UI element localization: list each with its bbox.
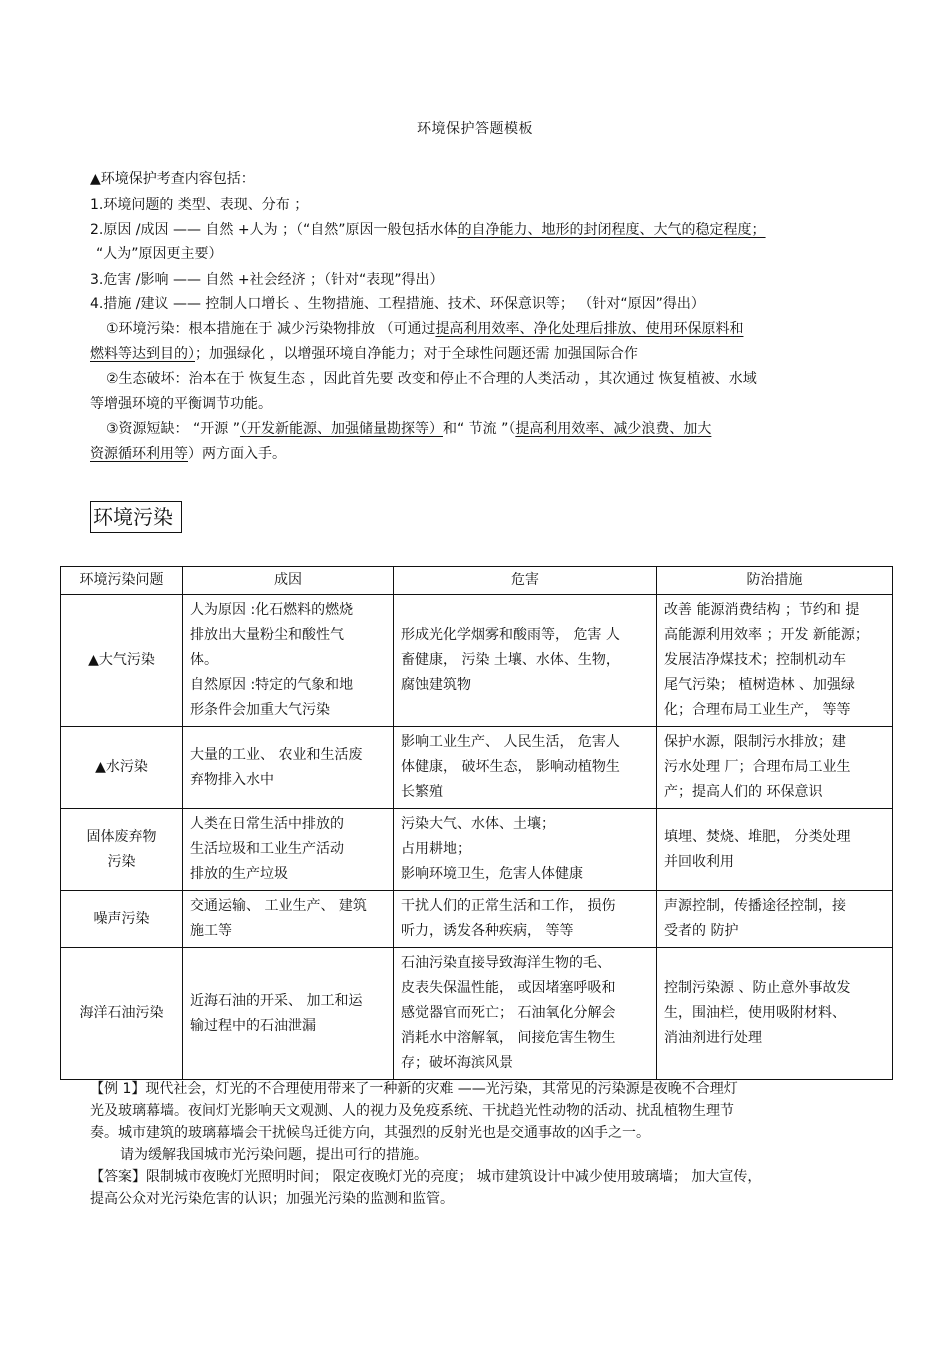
cell-line: 控制污染源 、防止意外事故发 — [664, 980, 851, 996]
row-harm — [394, 727, 657, 809]
cell-line: 污水处理 厂；合理布局工业生 — [664, 759, 851, 775]
cell-line: 尾气污染； 植树造林 、加强绿 — [664, 677, 855, 693]
row-cause — [183, 727, 394, 809]
cell-line: 影响环境卫生，危害人体健康 — [401, 866, 583, 882]
answer-line-1: 【答案】限制城市夜晚灯光照明时间； 限定夜晚灯光的亮度； 城市建筑设计中减少使用玻璃墙； 加大宣传， — [90, 1169, 762, 1185]
cell-line: 声源控制，传播途径控制，接 — [664, 898, 846, 914]
pollution-table — [60, 566, 893, 1080]
sub-item-1-cont-text: ；加强绿化 ，以增强环境自净能力；对于全球性问题还需 加强国际合作 — [195, 346, 638, 362]
sub-item-3-d: 提高利用效率、减少浪费、加大 — [515, 421, 712, 437]
sub-item-3-b: （开发新能源、加强储量勘探等） — [239, 421, 443, 437]
cell-line: 受者的 防护 — [664, 923, 739, 939]
intro-item-2-cont: “人为”原因更主要） — [96, 246, 223, 262]
row-measures — [657, 595, 893, 727]
header-issue: 环境污染问题 — [61, 567, 183, 595]
sub-item-3-a: ③资源短缺： “开源 ” — [106, 421, 240, 437]
cell-line: 体。 — [190, 652, 218, 668]
sub-item-3-c: 和“ 节流 ”（ — [442, 421, 516, 437]
cell-line: 畜健康， 污染 土壤、水体、生物， — [401, 652, 620, 668]
sub-item-2-cont: 等增强环境的平衡调节功能。 — [90, 396, 272, 412]
row-cause — [183, 595, 394, 727]
cell-line: 干扰人们的正常生活和工作， 损伤 — [401, 898, 616, 914]
table-row — [61, 727, 893, 809]
row-measures — [657, 948, 893, 1080]
row-cause — [183, 809, 394, 891]
cell-line: 自然原因 :特定的气象和地 — [190, 677, 354, 693]
cell-line: 存；破坏海滨风景 — [401, 1055, 513, 1071]
cell-line: 人为原因 :化石燃料的燃烧 — [190, 602, 354, 618]
row-cause — [183, 948, 394, 1080]
example-line-3: 奏。城市建筑的玻璃幕墙会干扰候鸟迁徙方向，其强烈的反射光也是交通事故的凶手之一。 — [90, 1125, 650, 1141]
sub-item-1-text: ①环境污染：根本措施在于 减少污染物排放 （可通过 — [106, 321, 436, 337]
cell-line: 发展洁净煤技术；控制机动车 — [664, 652, 846, 668]
cell-line: 化；合理布局工业生产， 等等 — [664, 702, 851, 718]
intro-item-4: 4.措施 /建议 —— 控制人口增长 、生物措施、工程措施、技术、环保意识等； （针对“原因”得出） — [90, 296, 705, 312]
cell-line: 排放出大量粉尘和酸性气 — [190, 627, 344, 643]
cell-line: 消油剂进行处理 — [664, 1030, 762, 1046]
cell-line: 感觉器官而死亡； 石油氧化分解会 — [401, 1005, 616, 1021]
sub-item-1-underlined: 提高利用效率、净化处理后排放、使用环保原料和 — [435, 321, 744, 337]
cell-line: 污染 — [107, 853, 136, 870]
row-harm — [394, 891, 657, 948]
sub-item-2: ②生态破坏：治本在于 恢复生态 ，因此首先要 改变和停止不合理的人类活动 ，其次通过 恢复植被、水域 — [106, 371, 757, 387]
header-harm: 危害 — [394, 567, 657, 595]
row-harm — [394, 948, 657, 1080]
section-title: 环境污染 — [90, 501, 182, 533]
table-row — [61, 595, 893, 727]
example-line-2: 光及玻璃幕墙。夜间灯光影响天文观测、人的视力及免疫系统、干扰趋光性动物的活动、扰乱植物生理节 — [90, 1103, 734, 1119]
cell-line: 并回收利用 — [664, 853, 734, 870]
cell-line: 改善 能源消费结构 ；节约和 提 — [664, 602, 860, 618]
intro-item-2-text: 2.原因 /成因 —— 自然 +人为 ；（“自然”原因一般包括水体 — [90, 222, 458, 238]
cell-line: 固体废弃物 — [86, 828, 157, 845]
row-issue: ▲水污染 — [61, 727, 183, 809]
row-harm — [394, 595, 657, 727]
intro-item-1: 1.环境问题的 类型、表现、分布 ； — [90, 197, 309, 213]
cell-line: 长繁殖 — [401, 784, 443, 800]
intro-item-2 — [90, 221, 766, 239]
cell-line: 交通运输、 工业生产、 建筑 — [190, 898, 367, 914]
intro-heading: ▲环境保护考查内容包括： — [90, 171, 255, 187]
cell-line: 形条件会加重大气污染 — [190, 702, 330, 718]
intro-item-3: 3.危害 /影响 —— 自然 +社会经济 ；（针对“表现”得出） — [90, 272, 444, 288]
intro-item-2-underlined: 的自净能力、地形的封闭程度、大气的稳定程度； — [457, 222, 766, 238]
row-issue: 噪声污染 — [61, 891, 183, 948]
cell-line: 大量的工业、 农业和生活废 — [190, 746, 363, 763]
cell-line: 弃物排入水中 — [190, 771, 274, 788]
cell-line: 消耗水中溶解氧， 间接危害生物生 — [401, 1030, 616, 1046]
table-header-row — [61, 567, 893, 595]
row-measures — [657, 809, 893, 891]
row-issue — [61, 809, 183, 891]
cell-line: 保护水源，限制污水排放；建 — [664, 734, 846, 750]
sub-item-1-cont — [90, 345, 638, 363]
cell-line: 石油污染直接导致海洋生物的毛、 — [401, 955, 611, 971]
cell-line: 形成光化学烟雾和酸雨等， 危害 人 — [401, 627, 620, 643]
sub-item-3 — [106, 420, 711, 438]
cell-line: 施工等 — [190, 923, 232, 939]
sub-item-3-cont — [90, 445, 286, 463]
sub-item-1-cont-underlined: 燃料等达到目的） — [90, 346, 195, 362]
cell-line: 生活垃圾和工业生产活动 — [190, 841, 344, 857]
cell-line: 高能源利用效率 ；开发 新能源； — [664, 627, 869, 643]
cell-line: 听力，诱发各种疾病， 等等 — [401, 923, 574, 939]
cell-line: 影响工业生产、 人民生活， 危害人 — [401, 734, 620, 750]
table-row — [61, 891, 893, 948]
cell-line: 人类在日常生活中排放的 — [190, 816, 344, 832]
row-measures — [657, 891, 893, 948]
row-harm — [394, 809, 657, 891]
row-measures — [657, 727, 893, 809]
row-issue: 海洋石油污染 — [61, 948, 183, 1080]
cell-line: 填埋、焚烧、堆肥， 分类处理 — [664, 828, 851, 845]
answer-line-2: 提高公众对光污染危害的认识；加强光污染的监测和监管。 — [90, 1191, 454, 1207]
cell-line: 污染大气、水体、土壤； — [401, 816, 555, 832]
cell-line: 产；提高人们的 环保意识 — [664, 784, 823, 800]
cell-line: 排放的生产垃圾 — [190, 866, 288, 882]
header-cause: 成因 — [183, 567, 394, 595]
sub-item-3-f: ）两方面入手。 — [188, 446, 286, 462]
table-row — [61, 809, 893, 891]
row-cause — [183, 891, 394, 948]
example-question: 请为缓解我国城市光污染问题，提出可行的措施。 — [120, 1147, 428, 1163]
cell-line: 腐蚀建筑物 — [401, 677, 471, 693]
row-issue: ▲大气污染 — [61, 595, 183, 727]
cell-line: 近海石油的开采、 加工和运 — [190, 992, 363, 1009]
cell-line: 生，围油栏，使用吸附材料、 — [664, 1005, 846, 1021]
cell-line: 输过程中的石油泄漏 — [190, 1017, 316, 1034]
sub-item-1 — [106, 320, 743, 338]
header-measures: 防治措施 — [657, 567, 893, 595]
cell-line: 占用耕地； — [401, 841, 471, 857]
cell-line: 皮表失保温性能， 或因堵塞呼吸和 — [401, 980, 616, 996]
table-row — [61, 948, 893, 1080]
example-line-1: 【例 1】现代社会，灯光的不合理使用带来了一种新的灾难 ——光污染，其常见的污染源是夜晚不合理灯 — [90, 1081, 738, 1097]
cell-line: 体健康， 破坏生态， 影响动植物生 — [401, 759, 620, 775]
document-title: 环境保护答题模板 — [417, 121, 533, 137]
sub-item-3-e: 资源循环利用等 — [90, 446, 188, 462]
